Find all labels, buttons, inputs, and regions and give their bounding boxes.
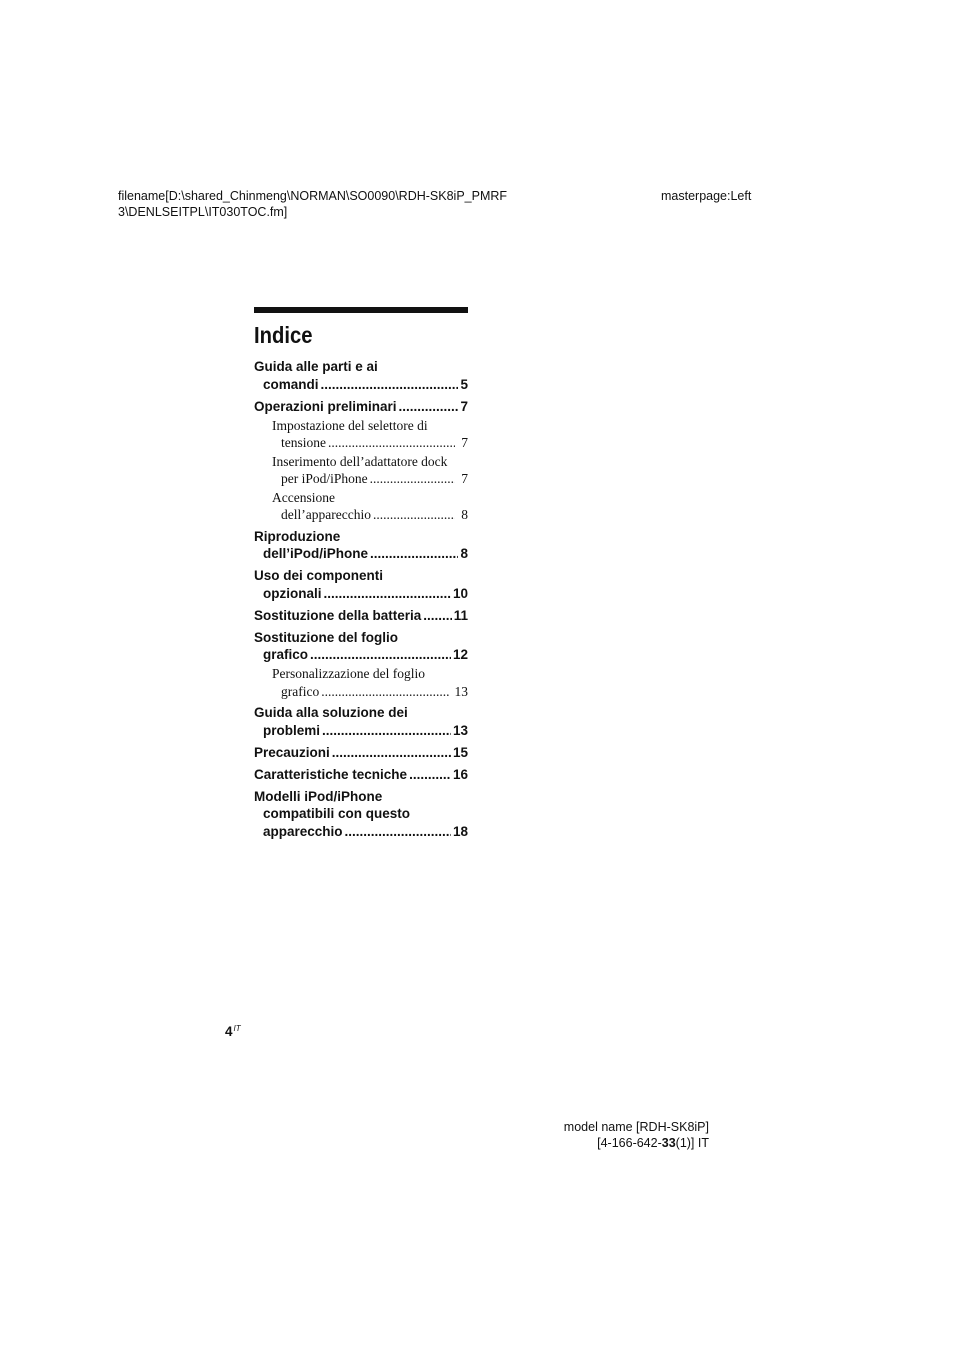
- footer-model-name: model name [RDH-SK8iP]: [563, 1120, 709, 1134]
- toc-page-number: 10: [452, 585, 468, 601]
- toc-title: Indice: [254, 322, 313, 348]
- dot-leader: [370, 470, 456, 488]
- toc-leader-line: [254, 766, 468, 784]
- toc-entry-label: Impostazione del selettore di: [272, 417, 428, 433]
- dot-leader: [370, 545, 458, 563]
- toc-entry-label: Sostituzione del foglio: [254, 629, 398, 645]
- dot-leader: [321, 376, 459, 394]
- toc-entry[interactable]: [254, 788, 468, 841]
- toc-entry-label: problemi: [263, 722, 321, 738]
- header-filename-line2: 3\DENLSEITPL\IT030TOC.fm]: [118, 205, 288, 219]
- toc-entry[interactable]: [254, 704, 468, 739]
- toc-entry-label: Guida alla soluzione dei: [254, 705, 408, 720]
- toc-entry-label: Sostituzione della batteria: [254, 607, 422, 623]
- toc-entry[interactable]: [254, 607, 468, 625]
- header-masterpage: masterpage:Left: [661, 189, 752, 203]
- toc-leader-line: [254, 744, 468, 762]
- toc-page-number: 12: [452, 647, 468, 662]
- footer-part-number: [564, 1135, 709, 1151]
- toc-entry-label: Precauzioni: [254, 744, 330, 760]
- footer-part-bold: 33: [661, 1136, 676, 1150]
- header-filename: [118, 188, 507, 220]
- dot-leader: [399, 398, 459, 416]
- toc-page-number: 18: [452, 823, 468, 839]
- footer: [564, 1119, 709, 1151]
- toc-entry[interactable]: [254, 629, 468, 664]
- toc-page-number: 8: [460, 546, 468, 561]
- toc-page-number: 15: [452, 744, 468, 760]
- toc-entry-label: Riproduzione: [254, 528, 341, 544]
- toc-entry-label: grafico: [263, 647, 309, 662]
- toc-entry[interactable]: [254, 398, 468, 416]
- toc-entry[interactable]: [254, 358, 468, 393]
- toc-entry-label: tensione: [281, 435, 326, 450]
- dot-leader: [345, 823, 451, 841]
- toc-leader-line: [272, 434, 468, 452]
- toc-entry-label: comandi: [263, 376, 319, 392]
- toc-entry-label: Inserimento dell’adattatore dock: [272, 453, 448, 469]
- toc-entry-label: Personalizzazione del foglio: [272, 666, 425, 681]
- toc-entry-label: opzionali: [263, 585, 322, 601]
- table-of-contents: [254, 307, 468, 845]
- footer-part-prefix: [4-166-642-: [597, 1136, 662, 1150]
- toc-leader-line: [254, 722, 468, 740]
- toc-leader-line: [272, 683, 468, 701]
- toc-page-number: 8: [461, 507, 468, 522]
- toc-subentry[interactable]: [254, 453, 468, 488]
- toc-leader-line: [254, 545, 468, 563]
- toc-page-number: 13: [452, 722, 468, 738]
- toc-page-number: 7: [460, 398, 468, 414]
- toc-leader-line: [272, 470, 468, 488]
- toc-entry-label: grafico: [281, 683, 320, 699]
- toc-entry-label: Guida alle parti e ai: [254, 359, 378, 374]
- toc-entry-label: dell’apparecchio: [281, 507, 371, 522]
- dot-leader: [423, 607, 451, 625]
- toc-leader-line: [254, 607, 468, 625]
- toc-entry-label: per iPod/iPhone: [281, 471, 368, 486]
- toc-leader-line: [254, 585, 468, 603]
- toc-leader-line: [254, 823, 468, 841]
- dot-leader: [409, 766, 451, 784]
- toc-page-number: 7: [461, 471, 468, 486]
- toc-subentry[interactable]: [254, 489, 468, 524]
- toc-entry[interactable]: [254, 766, 468, 784]
- toc-entry[interactable]: [254, 567, 468, 602]
- page-number: [225, 1024, 241, 1039]
- toc-subentry[interactable]: [254, 417, 468, 452]
- toc-entry-label: Uso dei componenti: [254, 568, 384, 583]
- footer-part-suffix: (1)] IT: [675, 1136, 709, 1150]
- toc-page-number: 16: [452, 766, 468, 782]
- toc-leader-line: [254, 398, 468, 416]
- toc-entry-label: Caratteristiche tecniche: [254, 766, 408, 782]
- toc-entry-label: dell’iPod/iPhone: [263, 546, 369, 561]
- toc-page-number: 7: [461, 435, 468, 450]
- toc-entry-label: Modelli iPod/iPhone: [254, 788, 383, 804]
- dot-leader: [310, 646, 451, 664]
- dot-leader: [328, 434, 455, 452]
- toc-page-number: 5: [460, 376, 468, 392]
- dot-leader: [321, 683, 448, 701]
- toc-entry-label: Operazioni preliminari: [254, 398, 397, 414]
- toc-leader-line: [254, 646, 468, 664]
- toc-entry[interactable]: [254, 528, 468, 563]
- toc-entry-label: Accensione: [272, 489, 335, 505]
- header-filename-line1: filename[D:\shared_Chinmeng\NORMAN\SO0090\RDH-SK8iP_PMRF: [118, 189, 508, 203]
- title-rule: [254, 307, 468, 313]
- dot-leader: [324, 585, 451, 603]
- toc-subentry[interactable]: [254, 665, 468, 700]
- toc-list: [254, 358, 468, 840]
- dot-leader: [332, 744, 451, 762]
- page-number-suffix: IT: [233, 1024, 241, 1033]
- toc-page-number: 11: [453, 607, 468, 623]
- toc-entry[interactable]: [254, 744, 468, 762]
- toc-entry-label: apparecchio: [263, 823, 343, 839]
- dot-leader: [322, 722, 451, 740]
- page-number-value: 4: [225, 1024, 233, 1039]
- toc-entry-label: compatibili con questo: [263, 806, 411, 821]
- dot-leader: [373, 506, 455, 524]
- toc-leader-line: [272, 506, 468, 524]
- toc-page-number: 13: [454, 683, 468, 699]
- toc-leader-line: [254, 376, 468, 394]
